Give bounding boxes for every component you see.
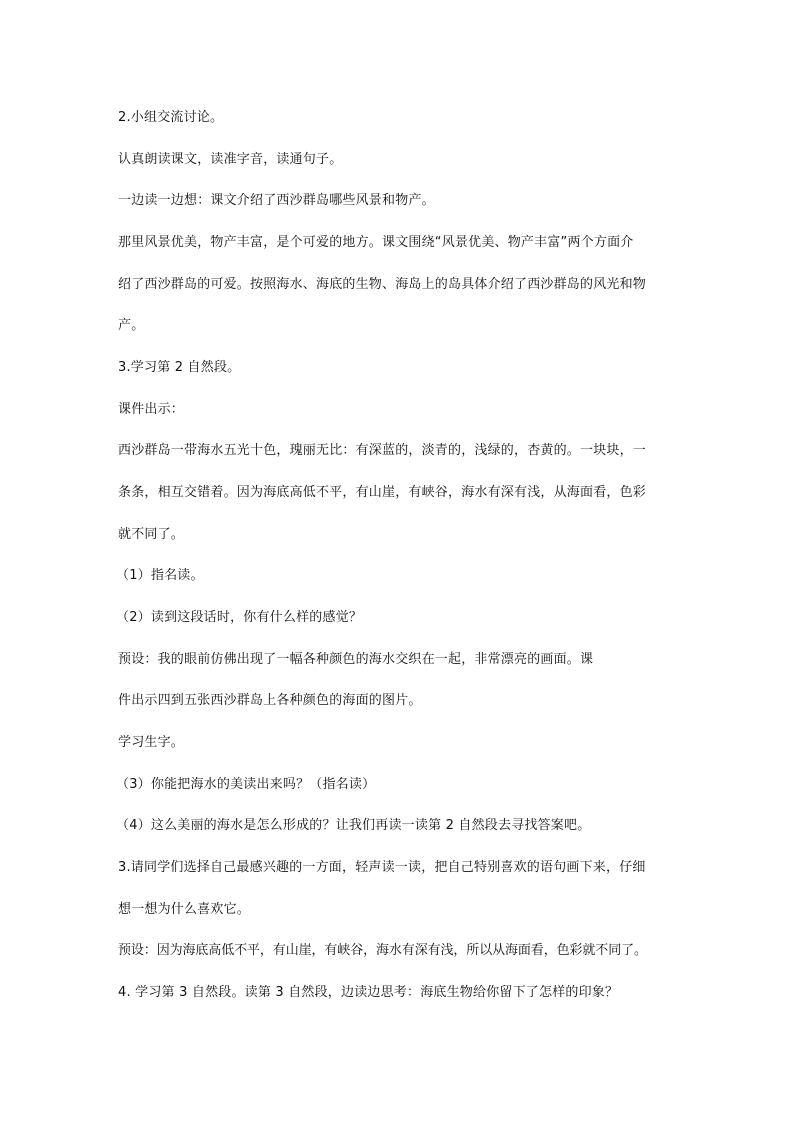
paragraph-line: 认真朗读课文，读准字音，读通句子。 (118, 152, 343, 167)
paragraph-line: 课件出示： (118, 402, 185, 417)
list-item: （4）这么美丽的海水是怎么形成的？让我们再读一读第 2 自然段去寻找答案吧。 (116, 818, 591, 833)
paragraph-line: 条条，相互交错着。因为海底高低不平，有山崖，有峡谷，海水有深有浅，从海面看，色彩 (118, 485, 647, 500)
paragraph-line: 一边读一边想：课文介绍了西沙群岛哪些风景和物产。 (118, 193, 435, 208)
list-item: （3）你能把海水的美读出来吗？（指名读） (116, 777, 376, 792)
paragraph-line: 绍了西沙群岛的可爱。按照海水、海底的生物、海岛上的岛具体介绍了西沙群岛的风光和物 (118, 277, 647, 292)
section-heading-paragraph-3: 4. 学习第 3 自然段。读第 3 自然段，边读边思考：海底生物给你留下了怎样的印象？ (118, 985, 619, 1000)
paragraph-line: 件出示四到五张西沙群岛上各种颜色的海面的图片。 (118, 693, 422, 708)
paragraph-line: 学习生字。 (118, 735, 185, 750)
paragraph-line: 西沙群岛一带海水五光十色，瑰丽无比：有深蓝的，淡青的，浅绿的，杏黄的。一块块，一 (118, 443, 647, 458)
paragraph-line: 预设：我的眼前仿佛出现了一幅各种颜色的海水交织在一起，非常漂亮的画面。课 (118, 652, 594, 667)
paragraph-line: 那里风景优美，物产丰富，是个可爱的地方。课文围绕“风景优美、物产丰富”两个方面介 (118, 235, 634, 250)
list-item: （2）读到这段话时，你有什么样的感觉？ (116, 610, 363, 625)
paragraph-line: 就不同了。 (118, 527, 185, 542)
paragraph-line: 预设：因为海底高低不平，有山崖，有峡谷，海水有深有浅，所以从海面看，色彩就不同了。 (118, 943, 647, 958)
paragraph-line: 产。 (118, 318, 145, 333)
section-heading-paragraph-2: 3.学习第 2 自然段。 (118, 360, 241, 375)
section-heading-discussion: 2.小组交流讨论。 (118, 110, 224, 125)
section-heading-reading: 3.请同学们选择自己最感兴趣的一方面，轻声读一读，把自己特别喜欢的语句画下来，仔细 (118, 860, 646, 875)
paragraph-line: 想一想为什么喜欢它。 (118, 902, 251, 917)
list-item: （1）指名读。 (116, 568, 204, 583)
